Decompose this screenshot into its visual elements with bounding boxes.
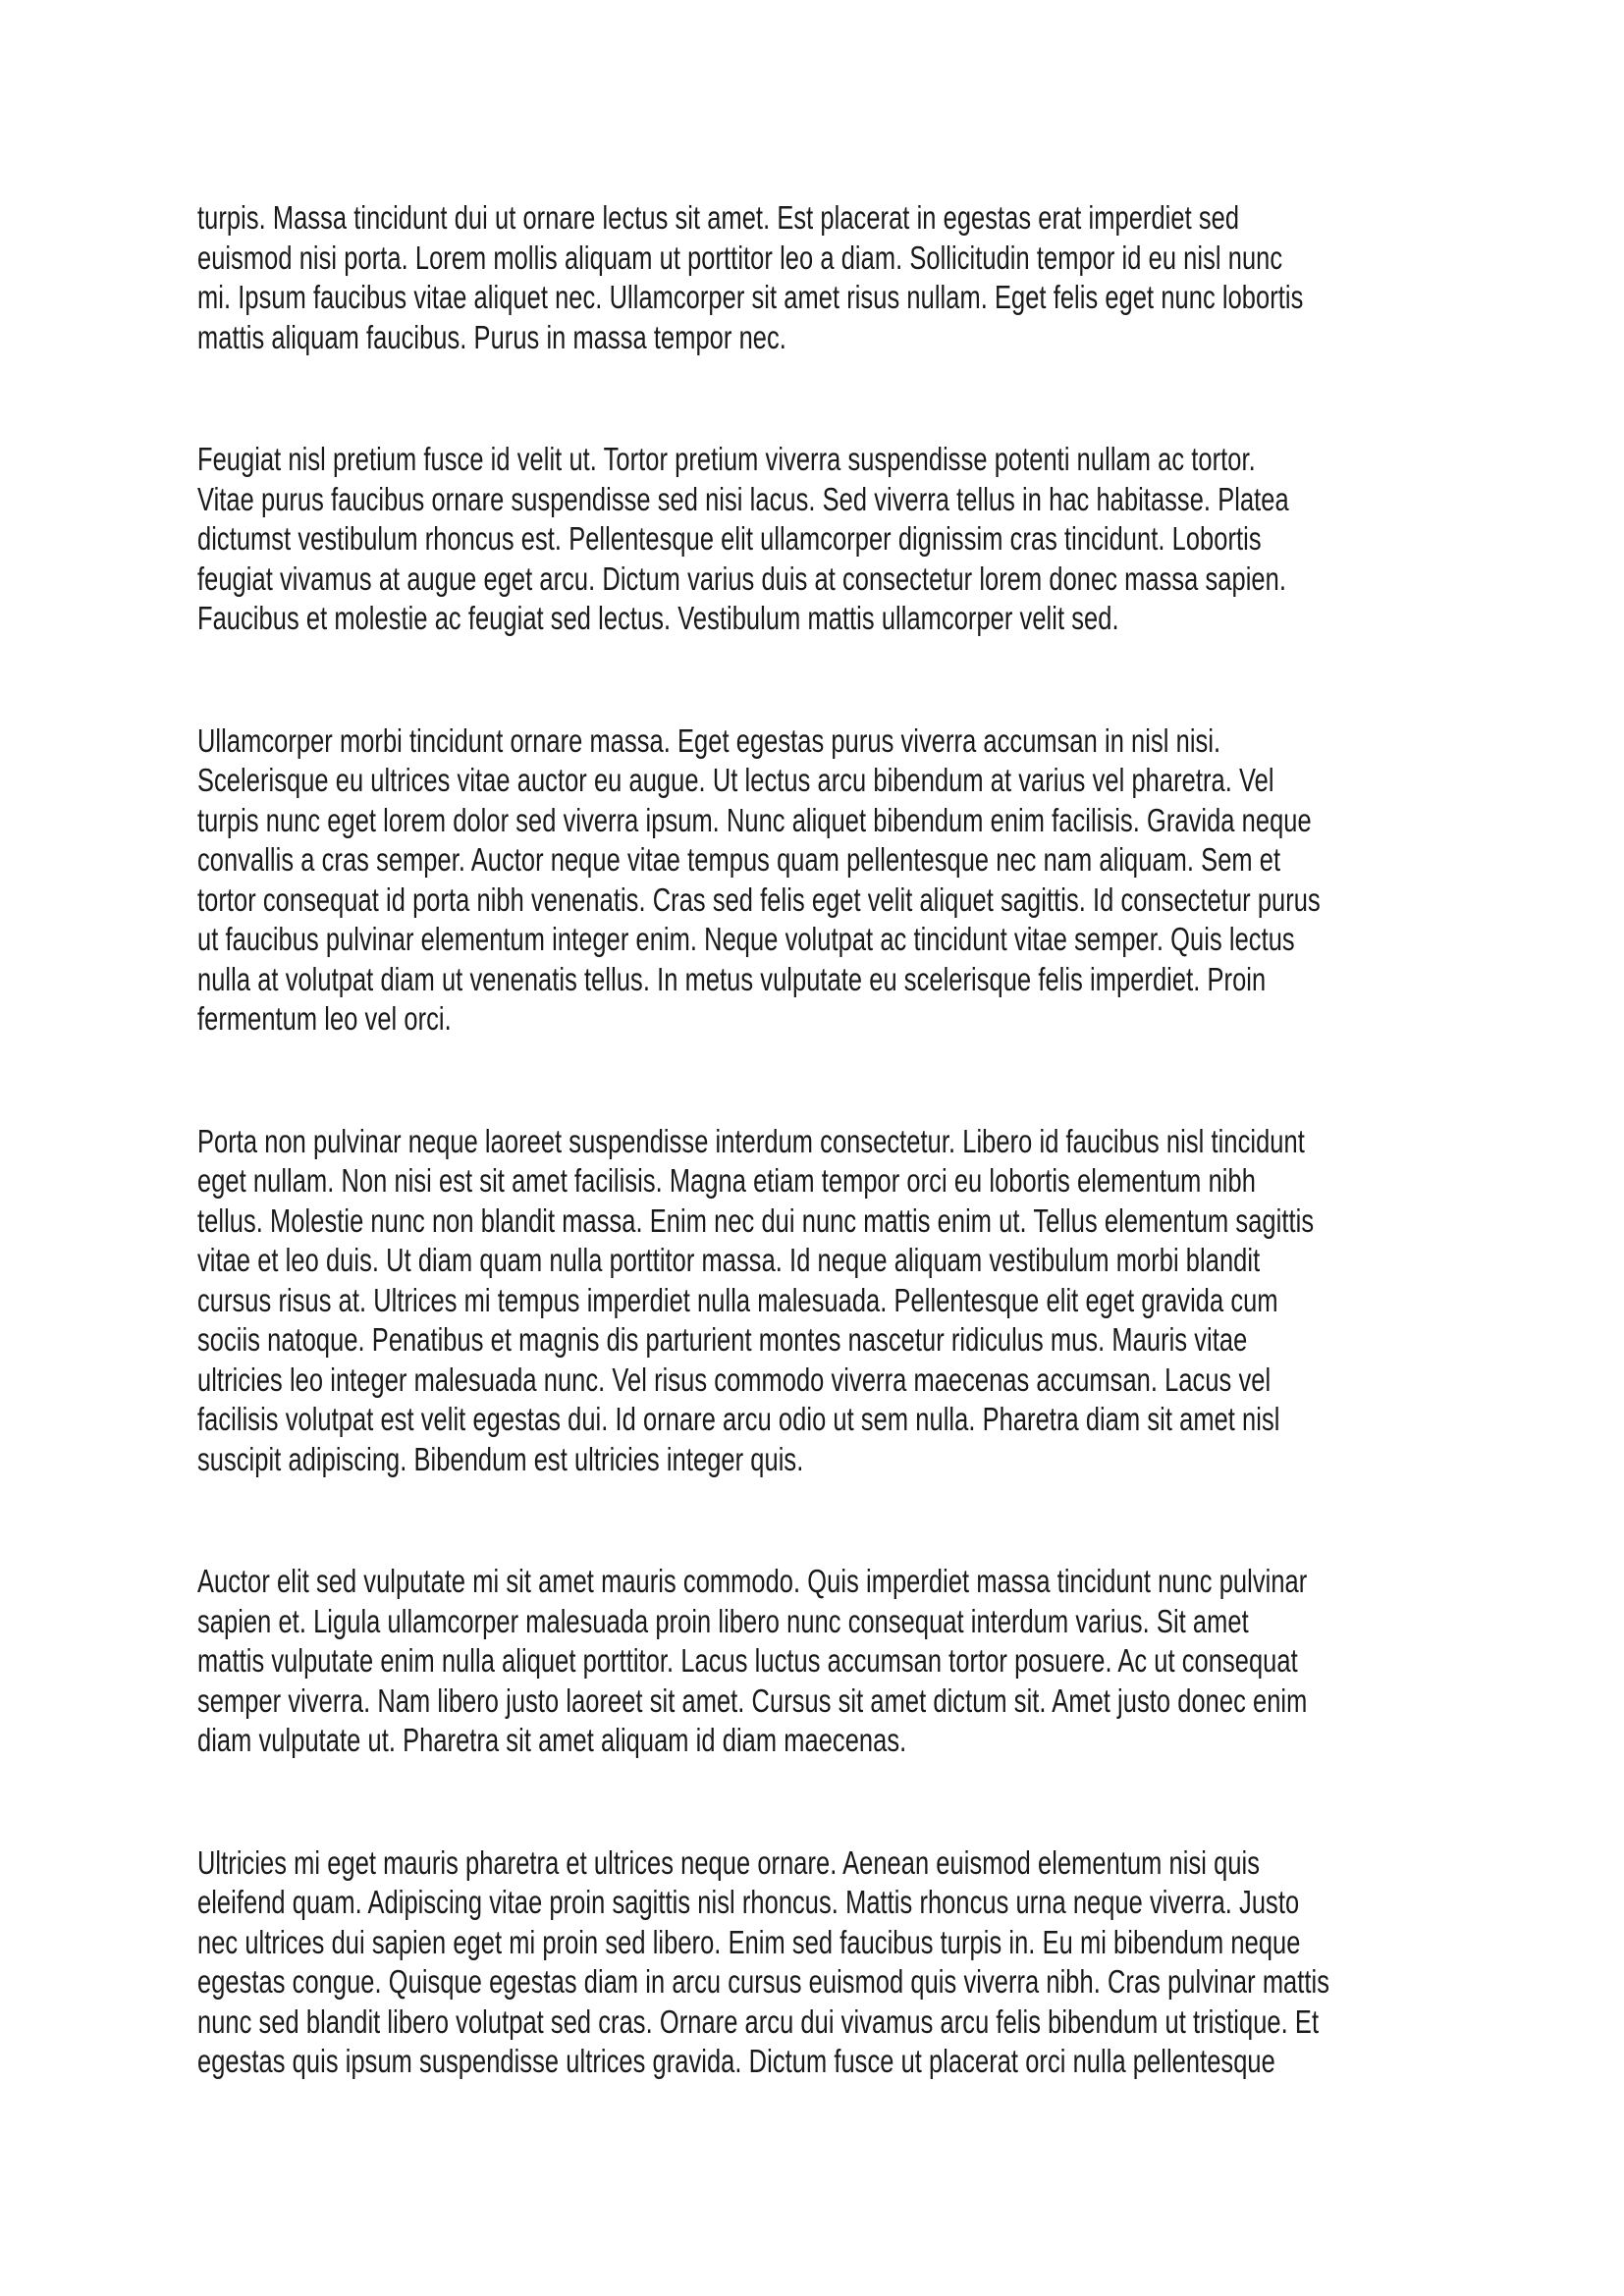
text-line: egestas quis ipsum suspendisse ultrices gravida. Dictum fusce ut placerat orci nulla pellentesque (197, 2043, 1275, 2079)
text-line: ut faucibus pulvinar elementum integer enim. Neque volutpat ac tincidunt vitae semper. Quis lectus (197, 921, 1295, 957)
text-line: Vitae purus faucibus ornare suspendisse sed nisi lacus. Sed viverra tellus in hac habitasse. Platea (197, 480, 1289, 517)
text-line: ultricies leo integer malesuada nunc. Vel risus commodo viverra maecenas accumsan. Lacus vel (197, 1361, 1272, 1398)
text-line: Faucibus et molestie ac feugiat sed lectus. Vestibulum mattis ullamcorper velit sed. (197, 600, 1119, 636)
text-line: mattis aliquam faucibus. Purus in massa tempor nec. (197, 318, 786, 355)
text-line: Porta non pulvinar neque laoreet suspendisse interdum consectetur. Libero id faucibus nisl tincidunt (197, 1122, 1305, 1159)
text-line: cursus risus at. Ultrices mi tempus imperdiet nulla malesuada. Pellentesque elit eget gravida cum (197, 1281, 1278, 1318)
text-line: tellus. Molestie nunc non blandit massa. Enim nec dui nunc mattis enim ut. Tellus elementum sagittis (197, 1201, 1315, 1239)
text-line: Scelerisque eu ultrices vitae auctor eu augue. Ut lectus arcu bibendum at varius vel pharetra. Vel (197, 762, 1274, 798)
text-line: diam vulputate ut. Pharetra sit amet aliquam id diam maecenas. (197, 1722, 907, 1758)
text-line: nec ultrices dui sapien eget mi proin sed libero. Enim sed faucibus turpis in. Eu mi bibendum neque (197, 1923, 1301, 1960)
paragraph (197, 198, 1503, 357)
text-line: Ullamcorper morbi tincidunt ornare massa. Eget egestas purus viverra accumsan in nisl nisi. (197, 721, 1221, 759)
paragraph (197, 721, 1503, 1040)
text-line: tortor consequat id porta nibh venenatis. Cras sed felis eget velit aliquet sagittis. Id consectetur purus (197, 881, 1321, 918)
text-line: Ultricies mi eget mauris pharetra et ultrices neque ornare. Aenean euismod elementum nisi quis (197, 1843, 1261, 1881)
document-body-text (197, 198, 1503, 2082)
text-line: feugiat vivamus at augue eget arcu. Dictum varius duis at consectetur lorem donec massa sapien. (197, 560, 1286, 597)
text-line: mattis vulputate enim nulla aliquet porttitor. Lacus luctus accumsan tortor posuere. Ac ut consequat (197, 1642, 1298, 1679)
text-line: mi. Ipsum faucibus vitae aliquet nec. Ullamcorper sit amet risus nullam. Eget felis eget nunc lobortis (197, 279, 1304, 315)
text-line: sapien et. Ligula ullamcorper malesuada proin libero nunc consequat interdum varius. Sit amet (197, 1602, 1249, 1639)
text-line: fermentum leo vel orci. (197, 1000, 452, 1037)
text-line: euismod nisi porta. Lorem mollis aliquam ut porttitor leo a diam. Sollicitudin tempor id eu nisl nunc (197, 239, 1283, 276)
text-line: Auctor elit sed vulputate mi sit amet mauris commodo. Quis imperdiet massa tincidunt nunc pulvinar (197, 1563, 1308, 1599)
paragraph (197, 440, 1503, 639)
paragraph (197, 1562, 1503, 1761)
paragraph (197, 1122, 1503, 1480)
paragraph (197, 1843, 1503, 2082)
text-line: eget nullam. Non nisi est sit amet facilisis. Magna etiam tempor orci eu lobortis elementum nibh (197, 1162, 1256, 1199)
text-line: vitae et leo duis. Ut diam quam nulla porttitor massa. Id neque aliquam vestibulum morbi blandit (197, 1242, 1261, 1278)
text-line: turpis nunc eget lorem dolor sed viverra ipsum. Nunc aliquet bibendum enim facilisis. Gravida neque (197, 801, 1312, 838)
text-line: turpis. Massa tincidunt dui ut ornare lectus sit amet. Est placerat in egestas erat imperdiet sed (197, 199, 1240, 236)
text-line: sociis natoque. Penatibus et magnis dis parturient montes nascetur ridiculus mus. Mauris vitae (197, 1321, 1248, 1358)
text-line: convallis a cras semper. Auctor neque vitae tempus quam pellentesque nec nam aliquam. Sem et (197, 841, 1281, 878)
text-line: eleifend quam. Adipiscing vitae proin sagittis nisl rhoncus. Mattis rhoncus urna neque viverra. Justo (197, 1884, 1300, 1920)
text-line: Feugiat nisl pretium fusce id velit ut. Tortor pretium viverra suspendisse potenti nullam ac tortor. (197, 441, 1256, 477)
text-line: nunc sed blandit libero volutpat sed cras. Ornare arcu dui vivamus arcu felis bibendum ut tristique. Et (197, 2002, 1320, 2040)
text-line: suscipit adipiscing. Bibendum est ultricies integer quis. (197, 1440, 804, 1477)
text-line: nulla at volutpat diam ut venenatis tellus. In metus vulputate eu scelerisque felis imperdiet. Proin (197, 960, 1267, 997)
text-line: egestas congue. Quisque egestas diam in arcu cursus euismod quis viverra nibh. Cras pulvinar mattis (197, 1963, 1330, 2000)
text-line: semper viverra. Nam libero justo laoreet sit amet. Cursus sit amet dictum sit. Amet justo donec enim (197, 1682, 1308, 1719)
text-line: dictumst vestibulum rhoncus est. Pellentesque elit ullamcorper dignissim cras tincidunt. Lobortis (197, 520, 1262, 557)
text-line: facilisis volutpat est velit egestas dui. Id ornare arcu odio ut sem nulla. Pharetra diam sit amet nisl (197, 1401, 1280, 1437)
